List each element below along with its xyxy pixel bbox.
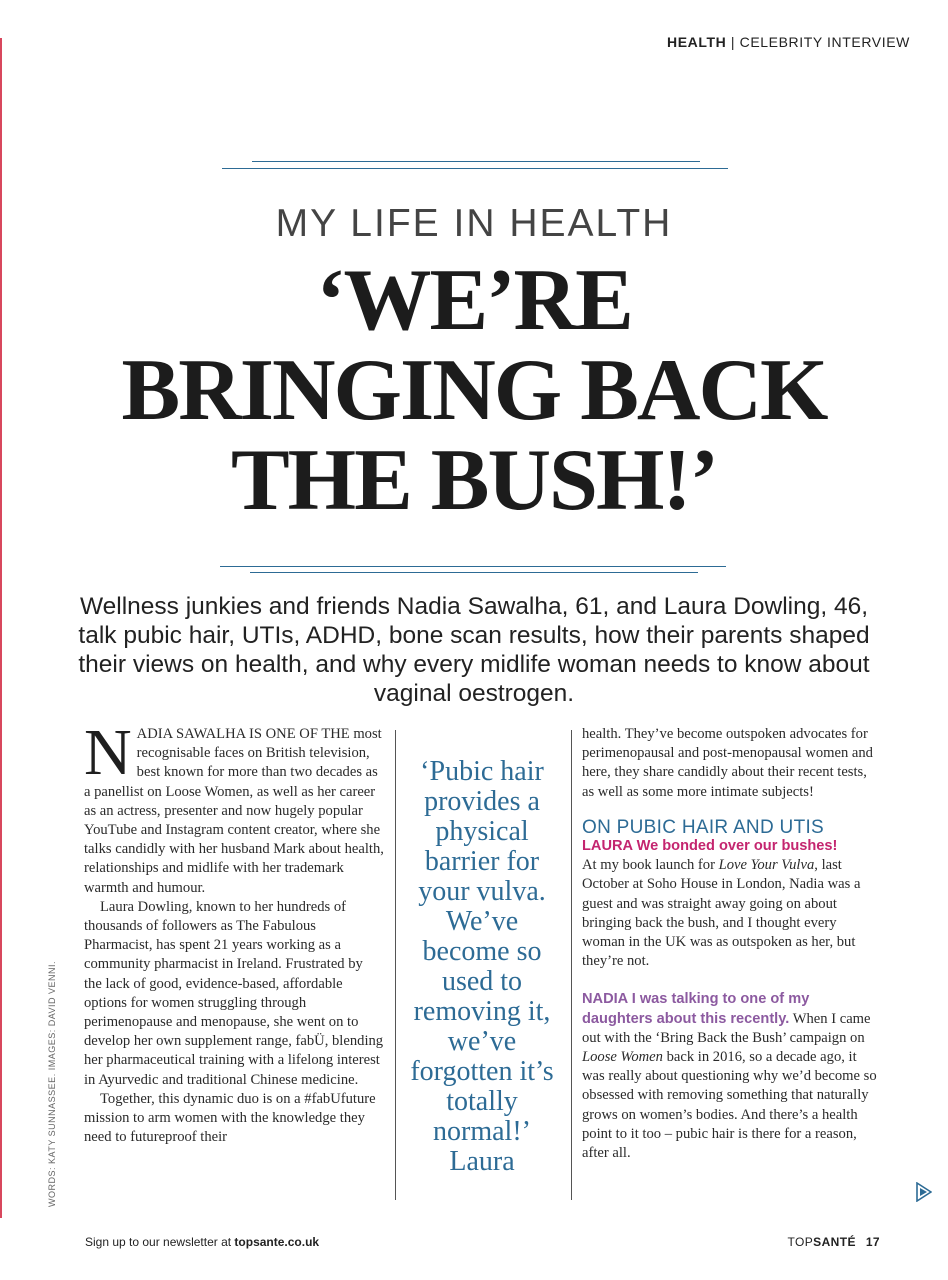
laura-lead: LAURA We bonded over our bushes! [582,838,838,855]
newsletter-link[interactable]: topsante.co.uk [234,1235,320,1249]
nadia-text-a: When I came out with the ‘Bring Back the Bush’ campaign on [582,1010,871,1046]
drop-cap: N [84,716,132,789]
section-heading: ON PUBIC HAIR AND UTIS [582,816,825,838]
bottom-rule-lower [250,572,698,573]
pull-quote [403,757,561,1177]
show-title: Loose Women [582,1049,663,1066]
pull-quote-attribution: Laura [449,1146,515,1177]
arrow-right-icon [916,1182,932,1202]
nadia-text-b: back in 2016, so a decade ago, it was really about questioning why we’d become so obsessed with removing something that naturally grows on women’s bodies. And there’s a health point to it too – pubic hair is there for a reason, after all. [582,1049,877,1162]
column-1 [84,716,384,1147]
headline-line-3: THE BUSH!’ [230,432,718,529]
top-rule-lower [222,168,728,169]
subsection-label: CELEBRITY INTERVIEW [739,34,910,50]
nadia-lead: NADIA I was talking to one of my daughters about this recently. [582,991,810,1027]
image-credit: WORDS: KATY SUNNASSEE. IMAGES: DAVID VENNI. [47,960,57,1207]
top-rule-upper [252,161,700,162]
standfirst: Wellness junkies and friends Nadia Sawalha, 61, and Laura Dowling, 46, talk pubic hair, UTIs, ADHD, bone scan results, how their parents shaped their views on health, and why every midlife woman needs to know about vaginal oestrogen. [78,593,870,707]
brand-top: TOP [787,1235,814,1249]
section-header [667,34,910,50]
paragraph-laura-bio: Laura Dowling, known to her hundreds of thousands of followers as The Fabulous Pharmacist, has spent 21 years working as a community pharmacist in Ireland. Frustrated by the lack of good, evidence-based, affordable options for women struggling through perimenopause and menopause, she went on to develop her own supplement range, fabÜ, blending her pharmaceutical training with a lifelong interest in Ayurvedic and traditional Chinese medicine. [84,898,384,1088]
headline [80,252,868,529]
bottom-rule-upper [220,566,726,567]
column-3 [582,725,882,1163]
page-number: 17 [865,1235,880,1249]
section-label: HEALTH [667,34,727,50]
paragraph-continued: health. They’ve become outspoken advocates for perimenopausal and post-menopausal women and here, they share candidly about their recent tests, as well as some more intimate subjects! [582,726,873,800]
laura-text-a: At my book launch for [582,857,719,874]
laura-text-b: , last October at Soho House in London, Nadia was a guest and was straight away going on about bringing back the bush, and I thought every woman in the UK was as outspoken as her, but they’re not. [582,857,861,970]
column-divider-right [571,730,572,1200]
section-separator: | [730,34,736,50]
column-divider-left [395,730,396,1200]
footer-newsletter [85,1235,319,1249]
paragraph-duo: Together, this dynamic duo is on a #fabUfuture mission to arm women with the knowledge they need to futureproof their [84,1090,376,1146]
brand-sante: SANTÉ [813,1235,856,1249]
kicker: MY LIFE IN HEALTH [275,202,673,245]
nadia-answer [582,990,882,1163]
headline-line-2: BRINGING BACK [121,342,827,439]
footer-brand [788,1235,880,1249]
newsletter-text: Sign up to our newsletter at [85,1235,235,1249]
intro-paragraph: ADIA SAWALHA IS ONE OF THE most recognisable faces on British television, best known for more than two decades as a panellist on Loose Women, as well as her career as an actress, presenter and now hugely popular YouTube and Instagram content creator, where she talks candidly with her husband Mark about health, relationships and midlife with her trademark warmth and humour. [84,726,384,896]
headline-line-1: ‘WE’RE [316,252,632,349]
pull-quote-text: ‘Pubic hair provides a physical barrier for your vulva. We’ve become so used to removing it, we’ve forgotten it’s totally normal!’ [410,756,554,1147]
laura-answer [582,837,882,971]
book-title: Love Your Vulva [718,857,815,874]
